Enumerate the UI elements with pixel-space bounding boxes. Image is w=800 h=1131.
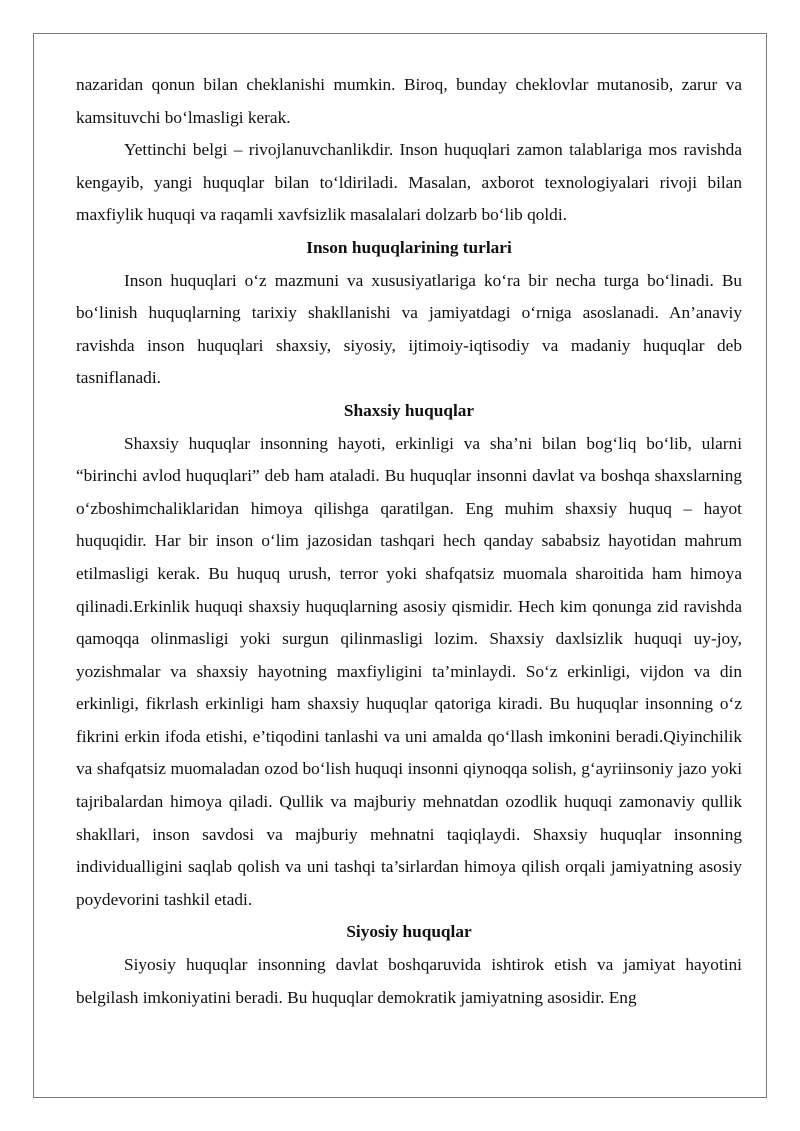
paragraph: Yettinchi belgi – rivojlanuvchanlikdir. Inson huquqlari zamon talablariga mos ravishda kengayib, yangi huquqlar bilan to‘ldiriladi. Masalan, axborot texnologiyalari rivoji bilan maxfiylik huquqi va raqamli xavfsizlik masalalari dolzarb bo‘lib qoldi.: [76, 140, 742, 225]
document-body: [76, 69, 742, 1014]
paragraph: Siyosiy huquqlar insonning davlat boshqaruvida ishtirok etish va jamiyat hayotini belgilash imkoniyatini beradi. Bu huquqlar demokratik jamiyatning asosidir. Eng: [76, 955, 742, 1007]
paragraph: nazaridan qonun bilan cheklanishi mumkin. Biroq, bunday cheklovlar mutanosib, zarur va kamsituvchi bo‘lmasligi kerak.: [76, 75, 742, 127]
section-heading: Shaxsiy huquqlar: [343, 400, 475, 420]
paragraph: Inson huquqlari o‘z mazmuni va xususiyatlariga ko‘ra bir necha turga bo‘linadi. Bu bo‘linish huquqlarning tarixiy shakllanishi va jamiyatdagi o‘rniga asoslanadi. An’anaviy ravishda inson huquqlari shaxsiy, siyosiy, ijtimoiy-iqtisodiy va madaniy huquqlar deb tasniflanadi.: [76, 270, 742, 388]
section-heading: Inson huquqlarining turlari: [306, 237, 512, 257]
section-heading: Siyosiy huquqlar: [346, 922, 472, 942]
paragraph: Shaxsiy huquqlar insonning hayoti, erkinligi va sha’ni bilan bog‘liq bo‘lib, ularni “birinchi avlod huquqlari” deb ham ataladi. Bu huquqlar insonni davlat va boshqa shaxslarning o‘zboshimchaliklaridan himoya qilishga qaratilgan. Eng muhim shaxsiy huquq – hayot huquqidir. Har bir inson o‘lim jazosidan tashqari hech qanday sababsiz hayotidan mahrum etilmasligi kerak. Bu huquq urush, terror yoki shafqatsiz muomala sharoitida ham himoya qilinadi.Erkinlik huquqi shaxsiy huquqlarning asosiy qismidir. Hech kim qonunga zid ravishda qamoqqa olinmasligi yoki surgun qilinmasligi lozim. Shaxsiy daxlsizlik huquqi uy-joy, yozishmalar va shaxsiy hayotning maxfiyligini ta’minlaydi. So‘z erkinligi, vijdon va din erkinligi, fikrlash erkinligi ham shaxsiy huquqlar qatoriga kiradi. Bu huquqlar insonning o‘z fikrini erkin ifoda etishi, e’tiqodini tanlashi va uni amalda qo‘llash imkonini beradi.Qiyinchilik va shafqatsiz muomaladan ozod bo‘lish huquqi insonni qiynoqqa solish, g‘ayriinsoniy jazo yoki tajribalardan himoya qiladi. Qullik va majburiy mehnatdan ozodlik huquqi zamonaviy qullik shakllari, inson savdosi va majburiy mehnatni taqiqlaydi. Shaxsiy huquqlar insonning individualligini saqlab qolish va uni tashqi ta’sirlardan himoya qilish orqali jamiyatning asosiy poydevorini tashkil etadi.: [76, 433, 742, 909]
